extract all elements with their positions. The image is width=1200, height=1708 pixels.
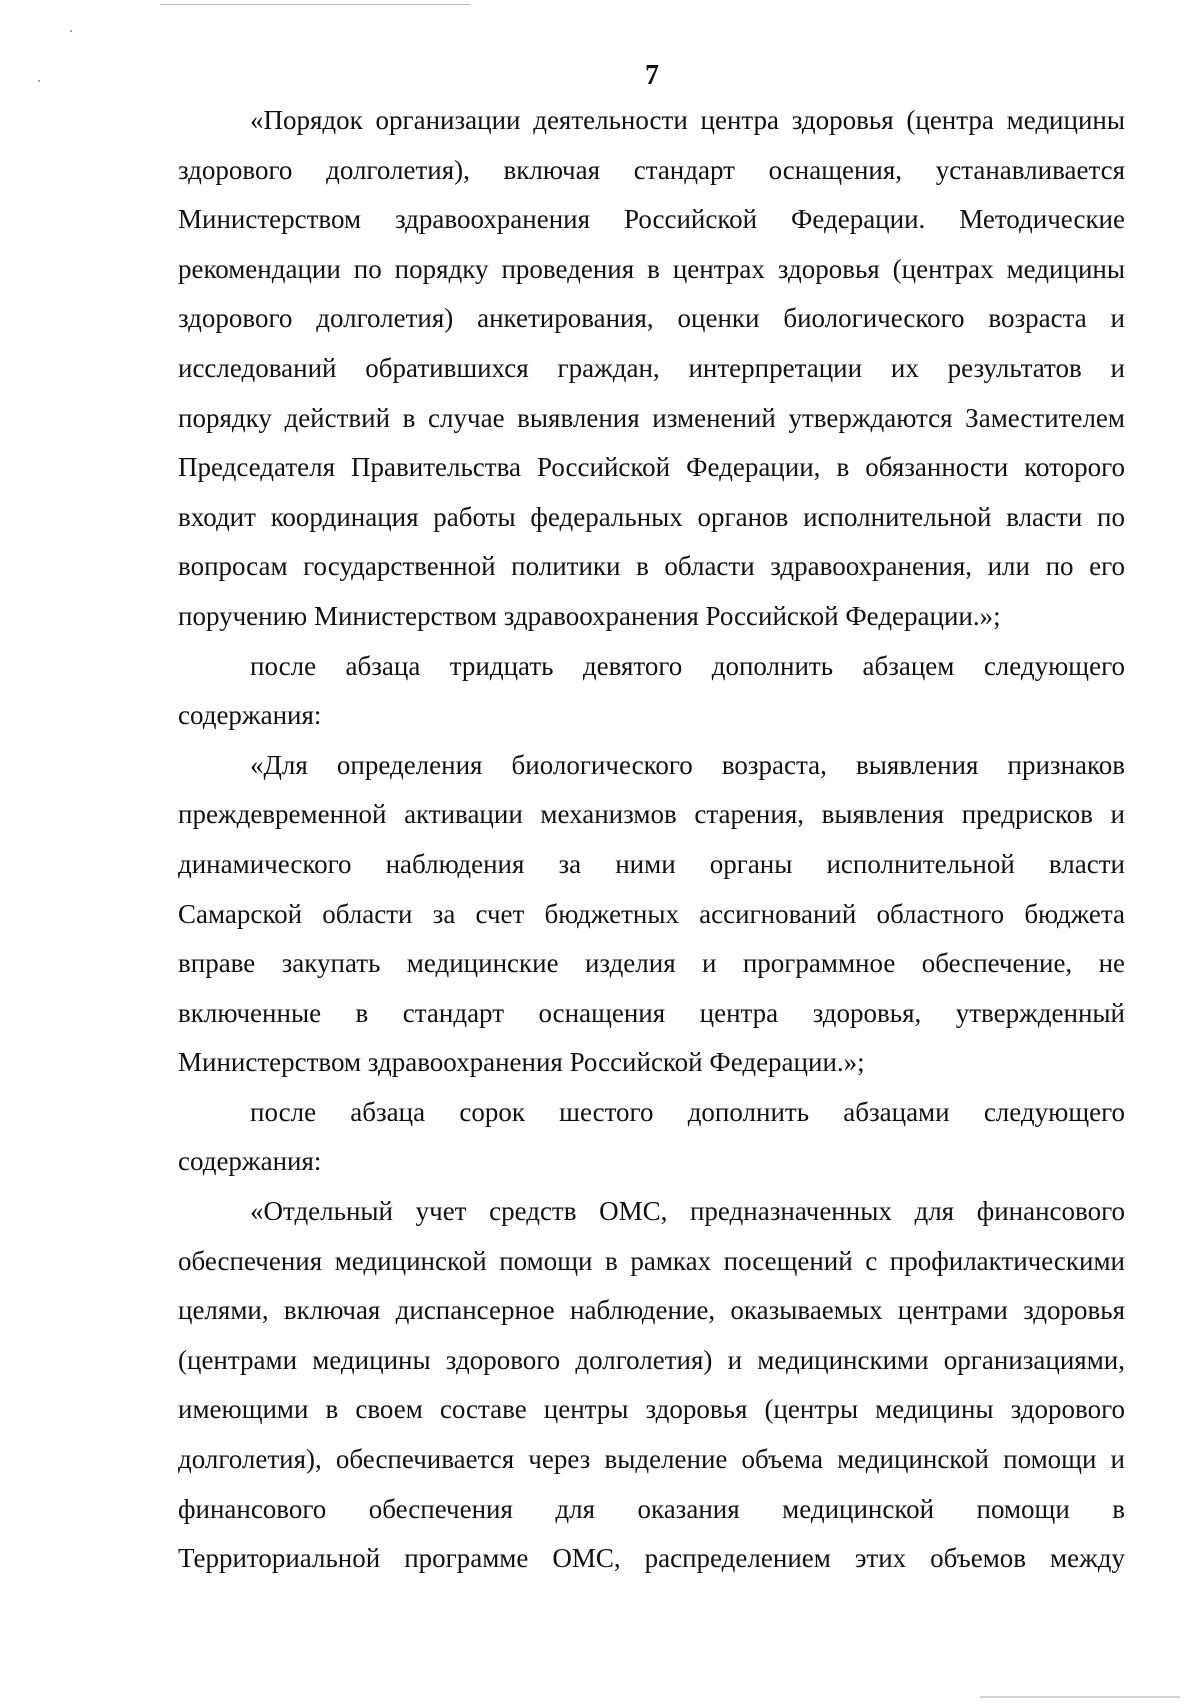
text-line: Министерством здравоохранения Российской Федерации. Методические	[178, 204, 1125, 235]
document-body	[178, 96, 1125, 1584]
text-line: включенные в стандарт оснащения центра здоровья, утвержденный	[178, 997, 1125, 1028]
text-line: исследований обратившихся граждан, интерпретации их результатов и	[178, 352, 1125, 383]
text-line: Самарской области за счет бюджетных ассигнований областного бюджета	[178, 898, 1125, 929]
text-line: вправе закупать медицинские изделия и программное обеспечение, не	[178, 948, 1125, 979]
text-line: обеспечения медицинской помощи в рамках посещений с профилактическими	[178, 1245, 1125, 1276]
text-line: динамического наблюдения за ними органы исполнительной власти	[178, 848, 1125, 879]
text-line: после абзаца тридцать девятого дополнить абзацем следующего	[250, 650, 1125, 681]
text-line: целями, включая диспансерное наблюдение, оказываемых центрами здоровья	[178, 1295, 1125, 1326]
text-line: «Отдельный учет средств ОМС, предназначенных для финансового	[250, 1196, 1125, 1227]
text-line: (центрами медицины здорового долголетия) и медицинскими организациями,	[178, 1344, 1125, 1375]
text-line: долголетия), обеспечивается через выделение объема медицинской помощи и	[178, 1444, 1125, 1475]
text-line: здорового долголетия), включая стандарт оснащения, устанавливается	[178, 154, 1125, 185]
text-line: содержания:	[178, 700, 322, 731]
page-number: 7	[645, 60, 659, 91]
text-line: Председателя Правительства Российской Федерации, в обязанности которого	[178, 452, 1125, 483]
text-line: финансового обеспечения для оказания медицинской помощи в	[178, 1493, 1125, 1524]
text-line: поручению Министерством здравоохранения Российской Федерации.»;	[178, 600, 1001, 631]
text-line: здорового долголетия) анкетирования, оценки биологического возраста и	[178, 303, 1125, 334]
text-line: рекомендации по порядку проведения в центрах здоровья (центрах медицины	[178, 253, 1125, 284]
text-line: после абзаца сорок шестого дополнить абзацами следующего	[250, 1096, 1125, 1127]
text-line: порядку действий в случае выявления изменений утверждаются Заместителем	[178, 402, 1125, 433]
text-line: входит координация работы федеральных органов исполнительной власти по	[178, 501, 1125, 532]
scan-artifact-bottom	[980, 1696, 1180, 1698]
scan-artifact-top	[160, 4, 470, 5]
text-line: Министерством здравоохранения Российской Федерации.»;	[178, 1047, 865, 1078]
text-line: «Порядок организации деятельности центра здоровья (центра медицины	[250, 105, 1125, 135]
text-line: содержания:	[178, 1146, 322, 1177]
text-line: «Для определения биологического возраста, выявления признаков	[250, 749, 1125, 780]
text-line: Территориальной программе ОМС, распределением этих объемов между	[178, 1543, 1125, 1574]
text-line: имеющими в своем составе центры здоровья (центры медицины здорового	[178, 1394, 1125, 1425]
text-line: преждевременной активации механизмов старения, выявления предрисков и	[178, 799, 1125, 830]
scan-speck	[70, 30, 72, 32]
text-line: вопросам государственной политики в области здравоохранения, или по его	[178, 551, 1125, 582]
